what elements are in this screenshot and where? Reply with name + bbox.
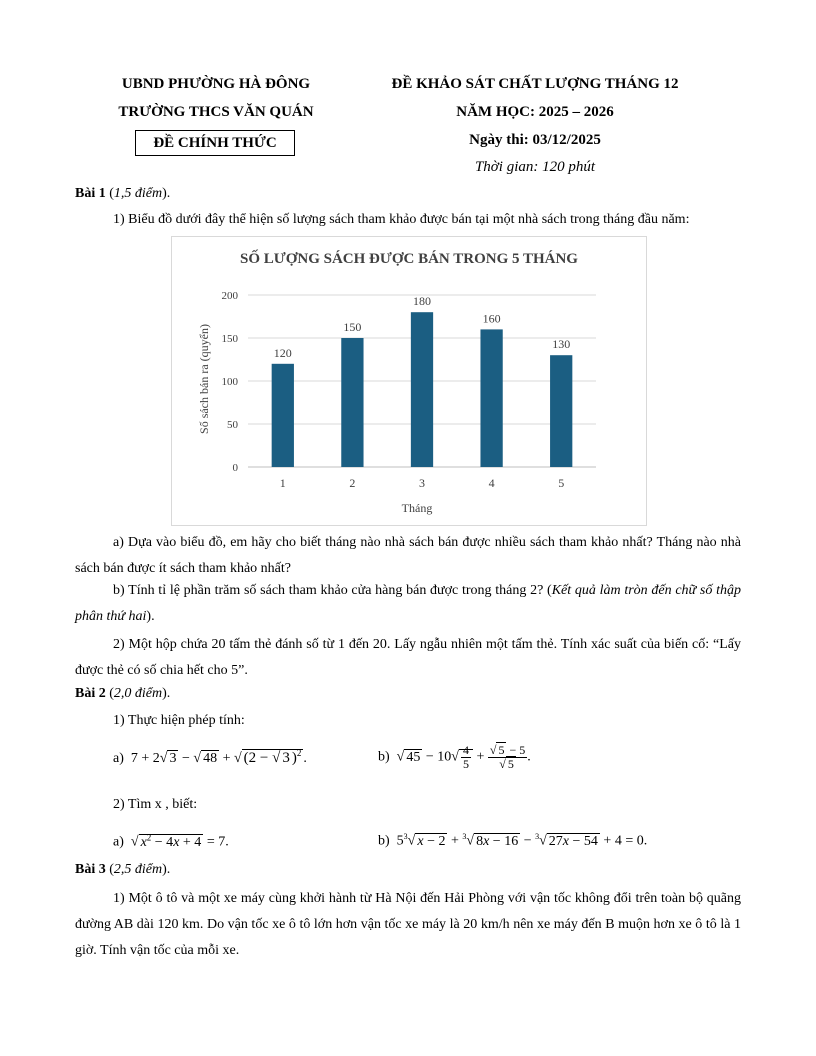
exam-date: Ngày thi: 03/12/2025 [469,132,601,148]
bai1-points: 1,5 điểm [113,186,163,201]
chart-bar [480,329,502,467]
formula-2b: b) $5^3√$ x − 2 + $^3$√ 8x − 16 − $^3$√ 27x − 54 + 4 = 0. [378,832,648,849]
chart-xtick-label: 1 [279,476,286,490]
chart-data-label: 150 [343,320,362,334]
bar-chart [172,237,646,525]
bai3-points: 2,5 điểm [113,862,163,877]
bai2-heading: Bài 2 (2,0 điểm). [75,686,171,701]
formula-1a: a) 7 + 2√ 3 − √ 48 + √ (2 − √ 3 )$^2$ . [113,748,307,766]
chart-ytick-label: 0 [232,462,238,474]
bai1-intro: 1) Biểu đồ dưới đây thể hiện số lượng sách tham khảo được bán tại một nhà sách trong tháng đầu năm: [113,212,690,227]
bai1-question-a: a) Dựa vào biểu đồ, em hãy cho biết tháng nào nhà sách bán được nhiều sách tham khảo nhất? Tháng nào nhà sách bán được ít sách tham khảo nhất? [75,535,741,576]
bai1-question-b-suffix: ). [146,609,155,624]
bai2-part2: 2) Tìm x , biết: [113,797,198,812]
bai1-question-b-note: Kết quả làm tròn đến chữ số thập phân thứ hai [75,583,741,624]
chart-data-label: 120 [273,345,292,360]
chart-ylabel: Số sách bán ra (quyển) [197,324,211,434]
bai2-part1: 1) Thực hiện phép tính: [113,713,245,728]
official-label: ĐỀ CHÍNH THỨC [135,130,295,156]
bai1-question-b-text: b) Tính tỉ lệ phần trăm số sách tham khảo cửa hàng bán được trong tháng 2? ( [113,583,552,598]
chart-xlabel: Tháng [401,501,433,515]
bai2-title: Bài 2 [75,686,106,701]
bai3-question-1: 1) Một ô tô và một xe máy cùng khởi hành từ Hà Nội đến Hải Phòng với vận tốc không đổi trên toàn bộ quãng đường AB dài 120 km. Do vận tốc xe ô tô lớn hơn vận tốc xe máy là 20 km/h nên xe máy đến B muộn hơn xe ô tô là 1 giờ. Tính vận tốc của mỗi xe. [75,891,741,958]
bai2-points: 2,0 điểm [113,686,163,701]
formula-2a: a) √ $x^2 - 4x + 4 = 7$. [113,832,229,850]
chart-data-label: 160 [482,311,501,326]
school-name: TRƯỜNG THCS VĂN QUÁN [118,104,314,120]
bai1-question-2: 2) Một hộp chứa 20 tấm thẻ đánh số từ 1 đến 20. Lấy ngẫu nhiên một tấm thẻ. Tính xác suất của biến cố: “Lấy được thẻ có số chia hết cho 5”. [75,637,741,678]
bai1-question-b [75,578,741,630]
chart-ytick-label: 50 [227,419,238,431]
exam-duration: Thời gian: 120 phút [474,159,596,175]
chart-bar [272,364,294,467]
chart-xtick-label: 4 [488,476,495,490]
bai1-heading: Bài 1 (1,5 điểm). [75,186,171,201]
chart-data-label: 180 [413,294,431,309]
chart-xtick-label: 5 [558,476,565,490]
bai3-title: Bài 3 [75,862,106,877]
chart-title: SỐ LƯỢNG SÁCH ĐƯỢC BÁN TRONG 5 THÁNG [240,251,578,267]
chart-bar [550,355,572,467]
school-year: NĂM HỌC: 2025 – 2026 [456,104,614,120]
school-authority: UBND PHƯỜNG HÀ ĐÔNG [121,76,311,92]
bai1-title: Bài 1 [75,186,106,201]
exam-title: ĐỀ KHẢO SÁT CHẤT LƯỢNG THÁNG 12 [391,76,679,92]
chart-data-label: 130 [552,337,571,352]
chart-xtick-label: 2 [349,476,356,490]
chart-bar [341,338,363,467]
chart-ytick-label: 100 [221,376,238,388]
formula-1b: b) √ 45 − 10√ $\frac{4}{5}$ + $\frac{√ 5 - 5}{√ 5}$ . [378,743,531,771]
chart-xtick-label: 3 [419,476,425,490]
chart-bar [411,312,433,467]
chart-container [171,236,647,526]
chart-ytick-label: 150 [221,333,238,345]
bai3-heading: Bài 3 (2,5 điểm). [75,862,171,877]
chart-ytick-label: 200 [221,290,238,302]
